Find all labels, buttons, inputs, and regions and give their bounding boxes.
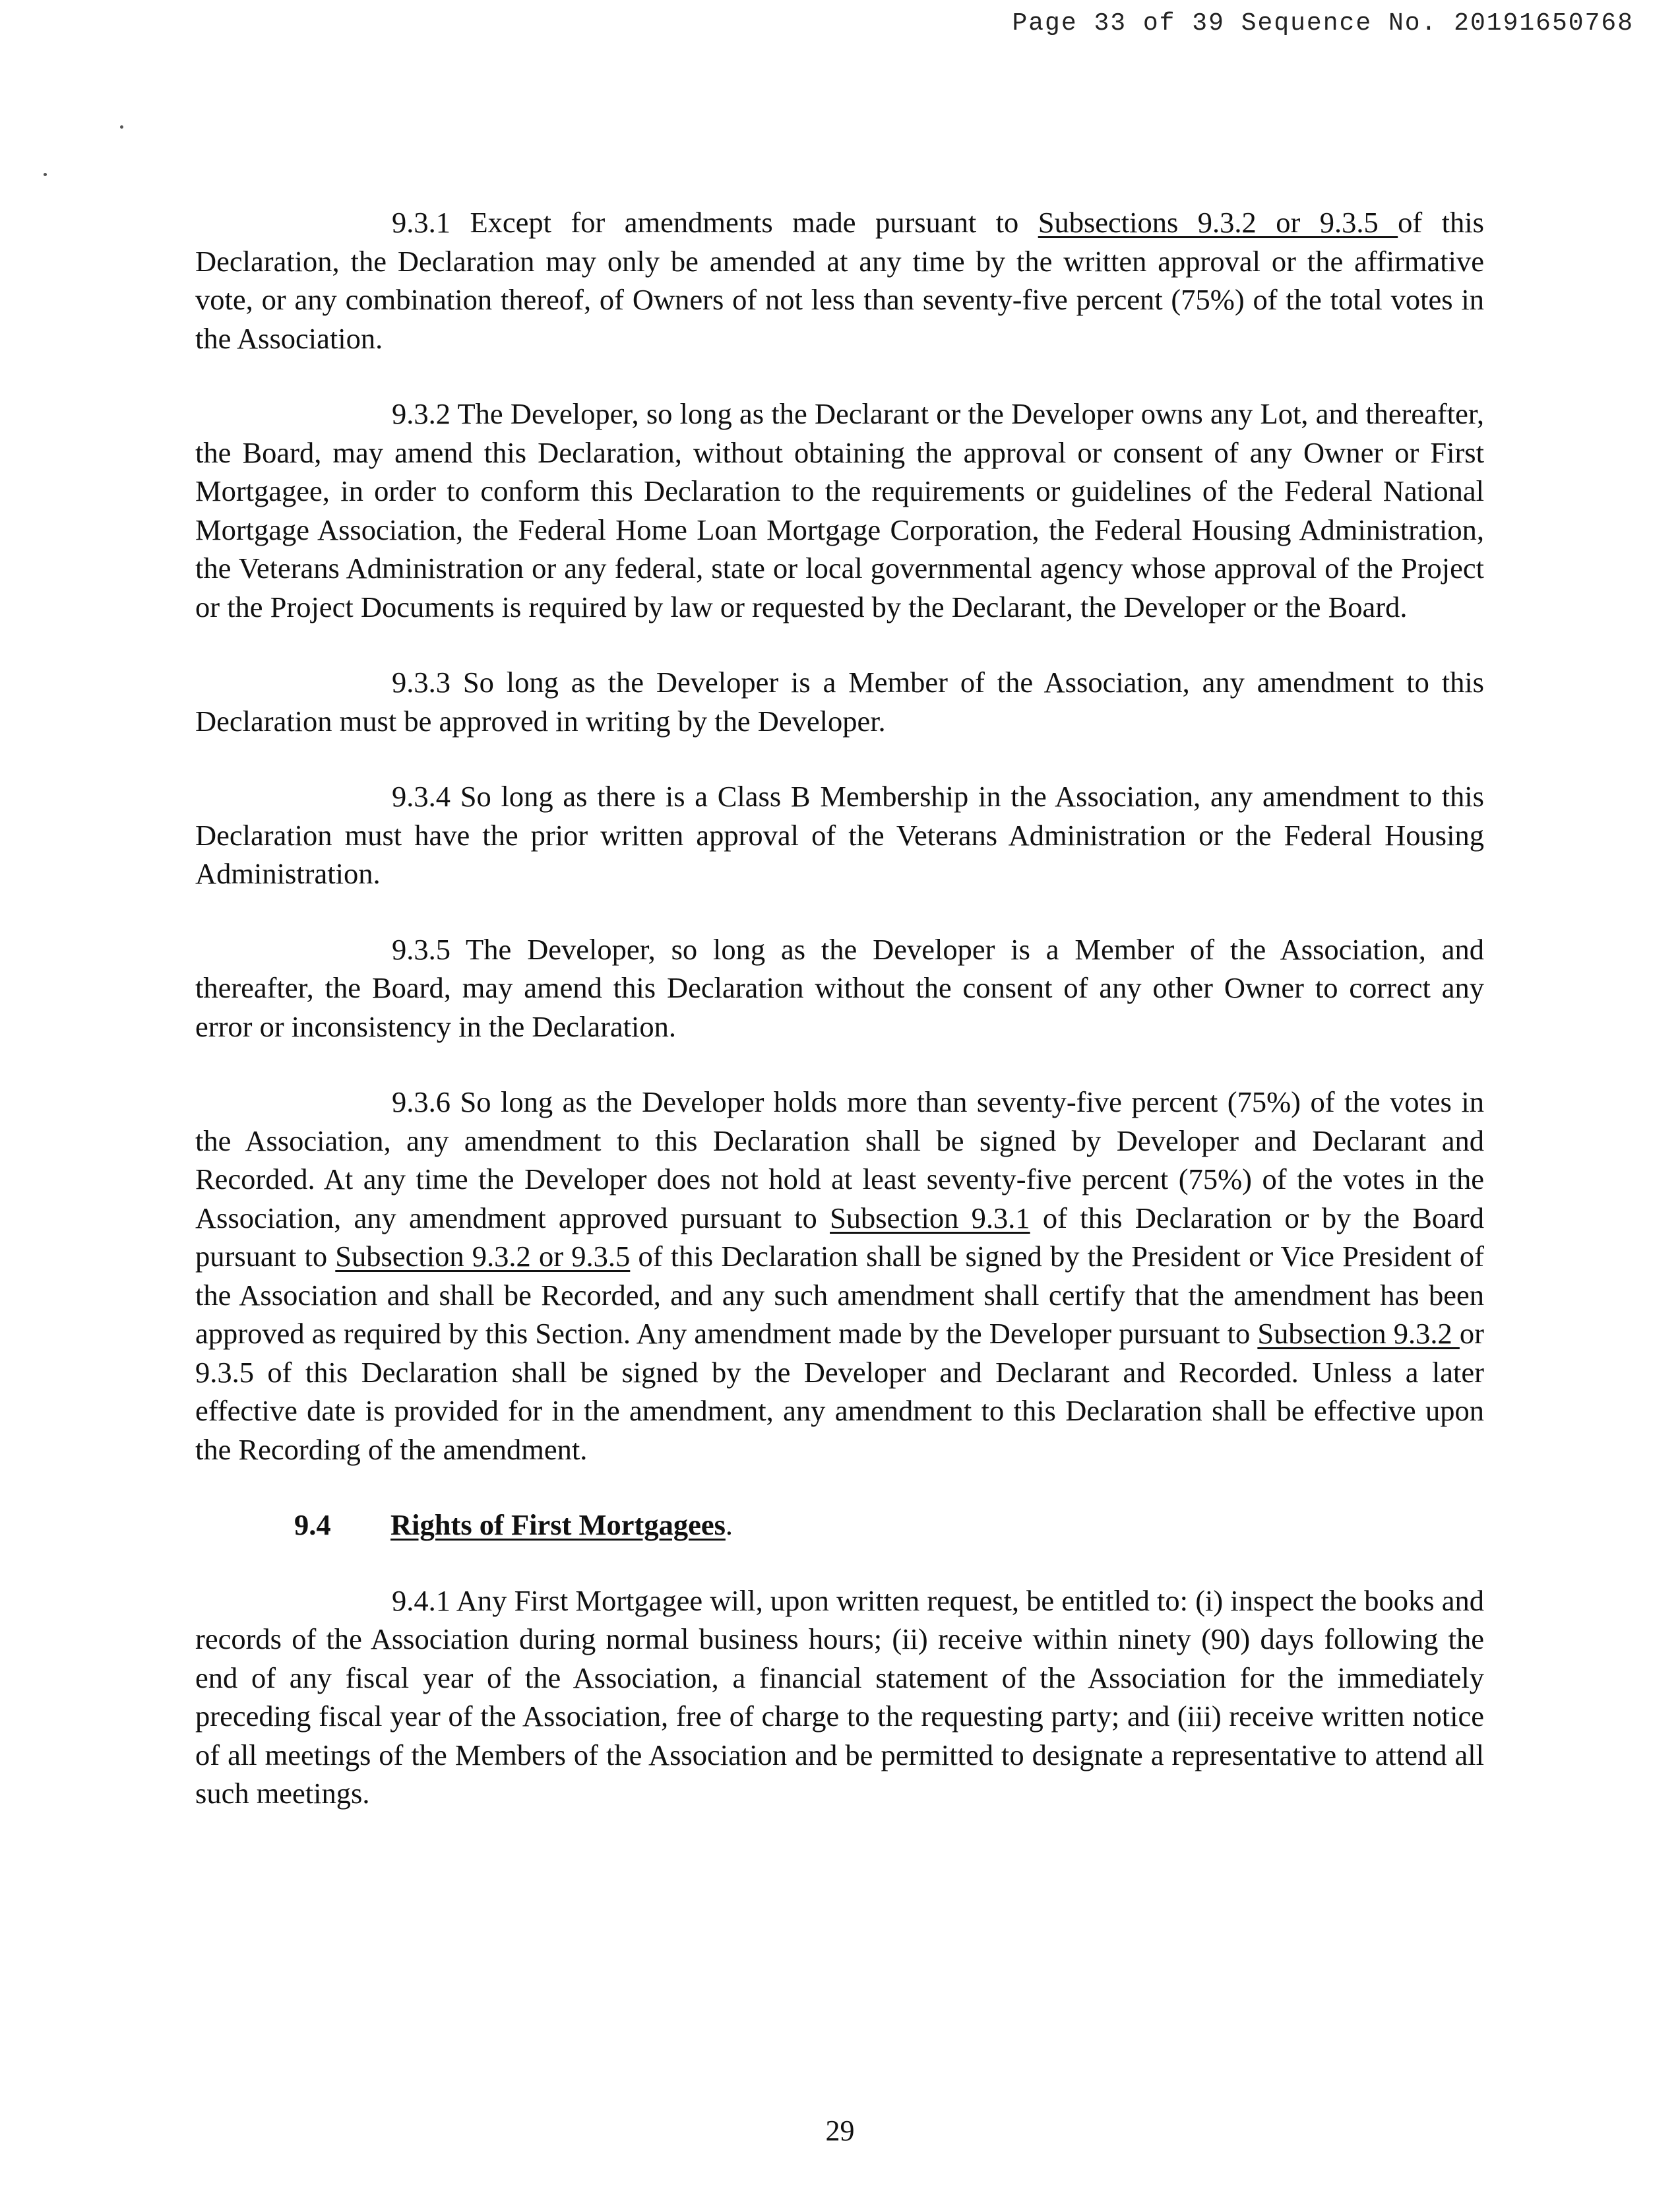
scan-speck	[120, 125, 123, 129]
paragraph-9-3-6: 9.3.6 So long as the Developer holds more than seventy-five percent (75%) of the votes in the Association, any amendment to this Declaration shall be signed by Developer and Declarant and Recorded. At any time the Developer does not hold at least seventy-five percent (75%) of the votes in the Association, any amendment approved pursuant to Subsection 9.3.1 of this Declaration or by the Board pursuant to Subsection 9.3.2 or 9.3.5 of this Declaration shall be signed by the President or Vice President of the Association and shall be Recorded, and any such amendment shall certify that the amendment has been approved as required by this Section. Any amendment made by the Developer pursuant to Subsection 9.3.2 or 9.3.5 of this Declaration shall be signed by the Developer and Declarant and Recorded. Unless a later effective date is provided for in the amendment, any amendment to this Declaration shall be effective upon the Recording of the amendment.	[195, 1085, 1485, 1466]
page-sequence-stamp: Page 33 of 39 Sequence No. 20191650768	[1012, 9, 1634, 38]
section-heading-9-4	[195, 1506, 1484, 1544]
page-number: 29	[825, 2115, 855, 2147]
subsection-reference: Subsection 9.3.1	[830, 1201, 1030, 1234]
subsection-reference: Subsection 9.3.2	[1257, 1317, 1460, 1350]
scan-speck	[44, 173, 47, 176]
paragraph-9-3-3: 9.3.3 So long as the Developer is a Member of the Association, any amendment to this Declaration must be approved in writing by the Developer.	[195, 666, 1484, 738]
subsection-reference: Subsection 9.3.2 or 9.3.5	[335, 1240, 631, 1273]
subsection-reference: Subsections 9.3.2 or 9.3.5	[1038, 206, 1398, 239]
document-body	[195, 203, 1484, 1813]
paragraph-9-3-4: 9.3.4 So long as there is a Class B Membership in the Association, any amendment to this Declaration must have the prior written approval of the Veterans Administration or the Federal Housing Administration.	[195, 780, 1484, 890]
paragraph-9-3-5: 9.3.5 The Developer, so long as the Developer is a Member of the Association, and thereafter, the Board, may amend this Declaration without the consent of any other Owner to correct any error or inconsistency in the Declaration.	[195, 932, 1484, 1043]
paragraph-9-3-1: 9.3.1 Except for amendments made pursuant to Subsections 9.3.2 or 9.3.5 of this Declaration, the Declaration may only be amended at any time by the written approval or the affirmative vote, or any combination thereof, of Owners of not less than seventy-five percent (75%) of the total votes in the Association.	[195, 206, 1484, 355]
section-title: Rights of First Mortgagees.	[390, 1508, 733, 1541]
paragraph-9-3-2: 9.3.2 The Developer, so long as the Declarant or the Developer owns any Lot, and thereafter, the Board, may amend this Declaration, without obtaining the approval or consent of any Owner or First Mortgagee, in order to conform this Declaration to the requirements or guidelines of the Federal National Mortgage Association, the Federal Home Loan Mortgage Corporation, the Federal Housing Administration, the Veterans Administration or any federal, state or local governmental agency whose approval of the Project or the Project Documents is required by law or requested by the Declarant, the Developer or the Board.	[195, 397, 1484, 623]
section-number: 9.4	[294, 1508, 331, 1541]
paragraph-9-4-1: 9.4.1 Any First Mortgagee will, upon written request, be entitled to: (i) inspect the books and records of the Association during normal business hours; (ii) receive within ninety (90) days following the end of any fiscal year of the Association, a financial statement of the Association for the immediately preceding fiscal year of the Association, free of charge to the requesting party; and (iii) receive written notice of all meetings of the Members of the Association and be permitted to designate a representative to attend all such meetings.	[195, 1583, 1484, 1810]
